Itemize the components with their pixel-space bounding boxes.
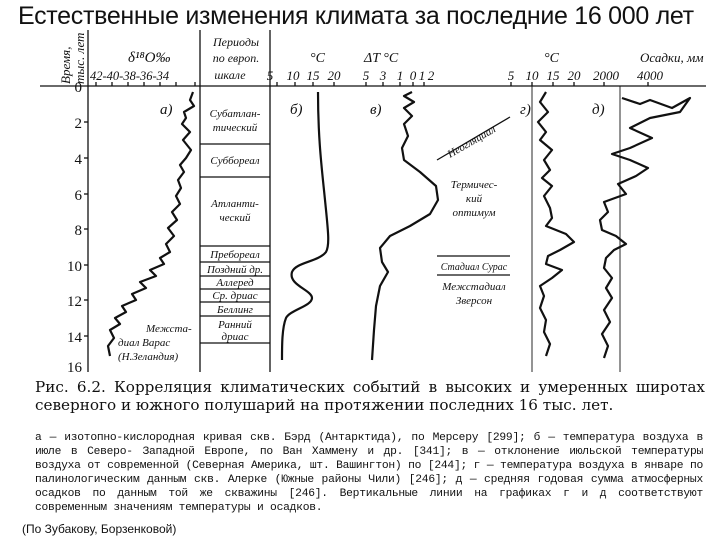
zone-thermal-optimum-line3: оптимум	[452, 207, 496, 219]
zone-neoglacial: Неогляциал	[445, 123, 498, 161]
curve-g-january-temperature	[538, 92, 574, 356]
panel-v-scale-1b: 1	[418, 68, 426, 83]
panel-g-scale-15: 15	[546, 68, 560, 83]
zone-thermal-optimum-line2: кий	[465, 193, 483, 205]
period-late-dryas: Поздний др.	[206, 264, 264, 276]
period-bolling: Беллинг	[217, 304, 253, 316]
periods-header-line1: Периоды	[212, 35, 260, 49]
period-early-dryas-line2: дриас	[221, 331, 249, 343]
period-subatlantic-line1: Субатлан-	[209, 108, 261, 120]
panel-v-scale-3: 3	[379, 68, 387, 83]
source-credit: (По Зубакову, Борзенковой)	[22, 522, 177, 536]
slide-title: Естественные изменения климата за последние 16 000 лет	[18, 2, 694, 30]
time-axis-label-line2: тыс. лет	[72, 32, 87, 84]
curve-a-oxygen-isotope	[108, 92, 194, 356]
panel-d-scale-2000: 2000	[593, 68, 619, 83]
time-tick-12: 12	[67, 294, 82, 310]
period-early-dryas-line1: Ранний	[218, 319, 252, 331]
panel-a-annotation-line3: (Н.Зеландия)	[118, 351, 179, 363]
panel-a-scale: 42-40-38-36-34	[90, 69, 170, 83]
zone-everson-line2: Зверсон	[455, 295, 493, 307]
period-allerod: Аллеред	[216, 277, 254, 289]
panel-d-letter: д)	[592, 102, 605, 118]
panel-b-scale-5: 5	[266, 68, 274, 83]
time-tick-10: 10	[67, 259, 82, 275]
panel-v-scale-1: 1	[396, 68, 404, 83]
curve-d-precipitation	[600, 98, 690, 358]
periods-header-line2: по европ.	[212, 51, 260, 65]
panel-a-annotation-line1: Межста-	[146, 323, 192, 335]
panel-v-scale-5: 5	[362, 68, 370, 83]
period-preboreal: Пребореал	[210, 249, 260, 261]
period-subatlantic-line2: тический	[212, 122, 258, 134]
panel-a-annotation-line2: диал Варас	[118, 337, 171, 349]
period-middle-dryas: Ср. дриас	[212, 290, 258, 302]
time-tick-14: 14	[67, 330, 82, 346]
figure-note: а — изотопно-кислородная кривая скв. Бэрд (Антарктида), по Мерсеру [299]; б — температура воздуха в июле в Северо- Западной Европе, по Ван Хаммену и др. [341]; в — отклонение июльской температуры воздуха от современной (Северная Америка, шт. Вашингтон) по [244]; г — температура воздуха в январе по палинологическим данным скв. Алерке (Южные районы Чили) [246]; д — средняя годовая сумма атмосферных осадков по данным той же скважины [246]. Вертикальные линии на графиках г и д соответствуют современным значениям температуры и осадков.	[35, 432, 703, 514]
panel-g-scale-10: 10	[525, 68, 539, 83]
panel-g-scale-20: 20	[567, 68, 581, 83]
time-axis-label-line1: Время,	[58, 46, 73, 84]
time-tick-6: 6	[74, 188, 82, 204]
curve-b-july-temperature	[282, 92, 328, 360]
period-atlantic-line2: ческий	[219, 212, 251, 224]
panel-a-letter: а)	[160, 102, 173, 118]
panel-b-unit: °С	[310, 51, 325, 66]
panel-v-unit: ΔT °С	[364, 51, 399, 66]
panel-b-scale-15: 15	[306, 68, 320, 83]
panel-v-scale-0: 0	[409, 68, 417, 83]
panel-g-letter: г)	[520, 102, 531, 118]
time-tick-0: 0	[74, 80, 82, 96]
panel-d-scale-4000: 4000	[637, 68, 663, 83]
period-subboreal: Суббореал	[210, 155, 260, 167]
time-tick-2: 2	[74, 116, 82, 132]
zone-everson-line1: Межстадиал	[442, 281, 506, 293]
panel-v-letter: в)	[370, 102, 382, 118]
panel-v-scale-2: 2	[427, 68, 435, 83]
time-tick-8: 8	[74, 223, 82, 239]
curve-v-temperature-deviation	[372, 92, 438, 360]
period-atlantic-line1: Атланти-	[211, 198, 259, 210]
figure-caption: Рис. 6.2. Корреляция климатических событий в высоких и умеренных широтах северного и южного полушарий на протяжении последних 16 тыс. лет.	[35, 378, 705, 414]
zone-sumas-stadial: Стадиал Сурас	[440, 262, 508, 273]
panel-a-header: δ¹⁸O‰	[128, 50, 171, 66]
zone-thermal-optimum-line1: Термичес-	[450, 179, 498, 191]
panel-b-scale-10: 10	[286, 68, 300, 83]
panel-b-scale-20: 20	[327, 68, 341, 83]
time-tick-4: 4	[74, 152, 82, 168]
panel-d-unit: Осадки, мм	[640, 50, 704, 65]
time-tick-16: 16	[67, 360, 82, 376]
panel-g-unit: °С	[544, 51, 559, 66]
panel-g-scale-5: 5	[507, 68, 515, 83]
periods-header-line3: шкале	[214, 68, 246, 82]
panel-b-letter: б)	[290, 102, 303, 118]
